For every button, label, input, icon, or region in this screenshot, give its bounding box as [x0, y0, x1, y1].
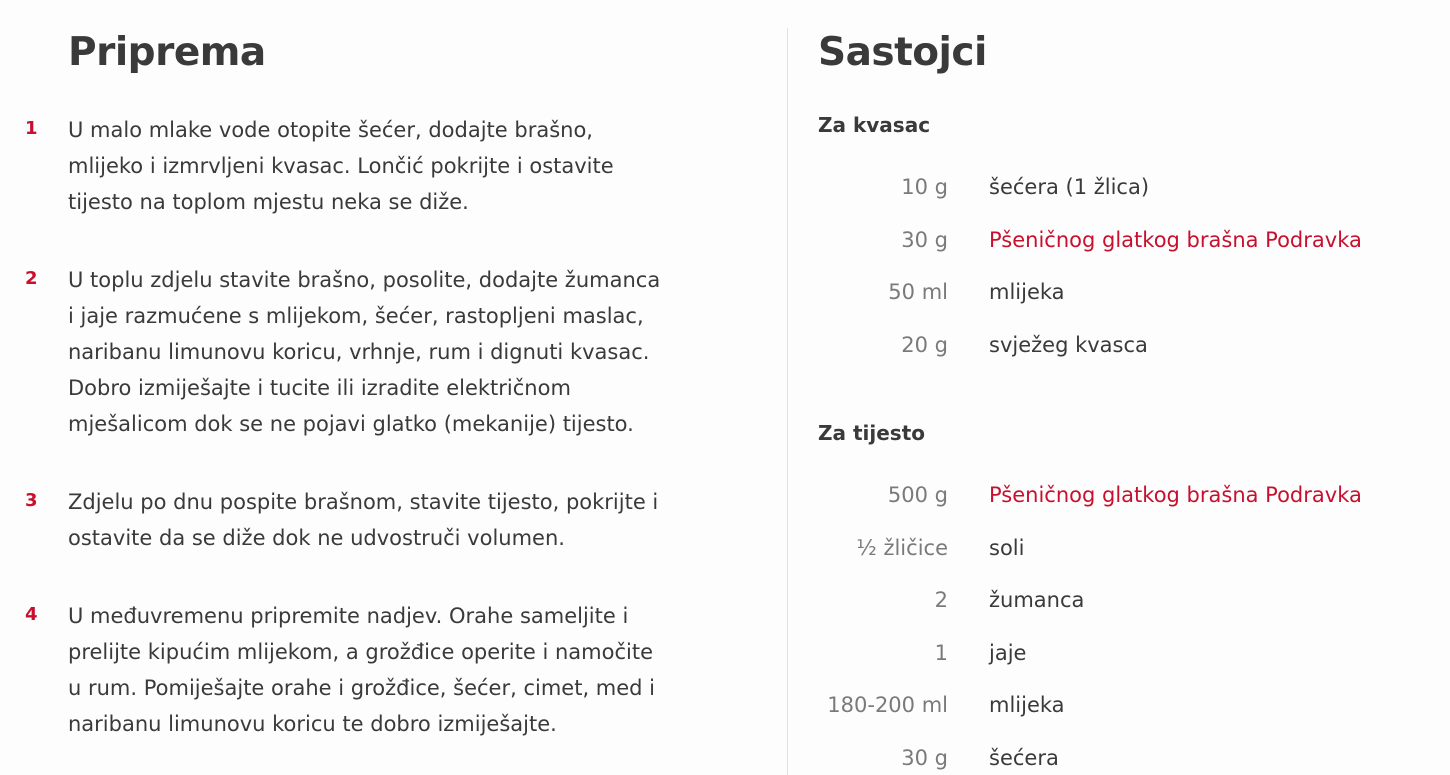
- ingredient-amount: 30 g: [901, 227, 948, 252]
- ingredient-row: [818, 741, 1438, 775]
- step-text: U malo mlake vode otopite šećer, dodajte brašno, mlijeko i izmrvljeni kvasac. Lončić pokrijte i ostavite tijesto na toplom mjestu neka se diže.: [68, 118, 614, 214]
- ingredient-amount: 180-200 ml: [827, 693, 948, 717]
- ingredient-name: svježeg kvasca: [989, 332, 1148, 357]
- ingredient-product-link[interactable]: Pšeničnog glatkog brašna Podravka: [989, 483, 1362, 507]
- ingredient-amount: 50 ml: [888, 280, 948, 304]
- ingredient-group-dough: [818, 418, 1438, 775]
- ingredient-name: šećera: [989, 745, 1059, 770]
- preparation-steps: [0, 112, 786, 775]
- step-text: Zdjelu po dnu pospite brašnom, stavite tijesto, pokrijte i ostavite da se diže dok ne udvostruči volumen.: [68, 490, 659, 550]
- ingredient-group-yeast: [818, 110, 1438, 380]
- ingredient-product-link[interactable]: Pšeničnog glatkog brašna Podravka: [989, 227, 1362, 252]
- ingredient-amount: ½ žličice: [856, 535, 948, 560]
- step-item: [0, 598, 786, 742]
- ingredient-name: šećera (1 žlica): [989, 175, 1150, 199]
- ingredient-name: soli: [989, 535, 1025, 560]
- step-text: U toplu zdjelu stavite brašno, posolite, dodajte žumanca i jaje razmućene s mlijekom, šećer, rastopljeni maslac, naribanu limunovu koricu, vrhnje, rum i dignuti kvasac. Dobro izmiješajte i tucite ili izradite električnom mješalicom dok se ne pojavi glatko (mekanije) tijesto.: [68, 268, 661, 436]
- step-item: [0, 484, 786, 556]
- step-text: U međuvremenu pripremite nadjev. Orahe sameljite i prelijte kipućim mlijekom, a grožđice operite i namočite u rum. Pomiješajte orahe i grožđice, šećer, cimet, med i naribanu limunovu koricu te dobro izmiješajte.: [68, 604, 656, 736]
- ingredient-amount: 500 g: [887, 483, 948, 507]
- step-item: [0, 262, 786, 442]
- ingredient-group-title: Za kvasac: [818, 113, 931, 137]
- ingredient-row: [818, 688, 1438, 741]
- ingredient-amount: 10 g: [901, 175, 948, 199]
- ingredient-name: jaje: [989, 640, 1027, 665]
- step-number: 3: [25, 490, 38, 511]
- ingredient-row: [818, 275, 1438, 328]
- ingredient-group-title: Za tijesto: [818, 421, 926, 445]
- ingredient-row: [818, 223, 1438, 276]
- ingredient-amount: 30 g: [901, 745, 948, 770]
- ingredient-name: mlijeka: [989, 693, 1065, 717]
- ingredients-title: Sastojci: [818, 30, 987, 75]
- step-number: 4: [25, 604, 38, 625]
- ingredient-row: [818, 478, 1438, 531]
- ingredient-amount: 20 g: [901, 332, 948, 357]
- ingredient-name: žumanca: [989, 588, 1085, 612]
- ingredients-column: [788, 0, 1450, 775]
- ingredient-amount: 1: [934, 640, 948, 665]
- ingredient-row: [818, 170, 1438, 223]
- ingredient-row: [818, 583, 1438, 636]
- ingredient-amount: 2: [934, 588, 948, 612]
- step-number: 1: [25, 118, 38, 139]
- step-item: [0, 112, 786, 220]
- preparation-title: Priprema: [68, 30, 266, 75]
- ingredient-row: [818, 636, 1438, 689]
- ingredient-name: mlijeka: [989, 280, 1065, 304]
- step-number: 2: [25, 268, 38, 289]
- ingredient-row: [818, 328, 1438, 381]
- ingredient-row: [818, 531, 1438, 584]
